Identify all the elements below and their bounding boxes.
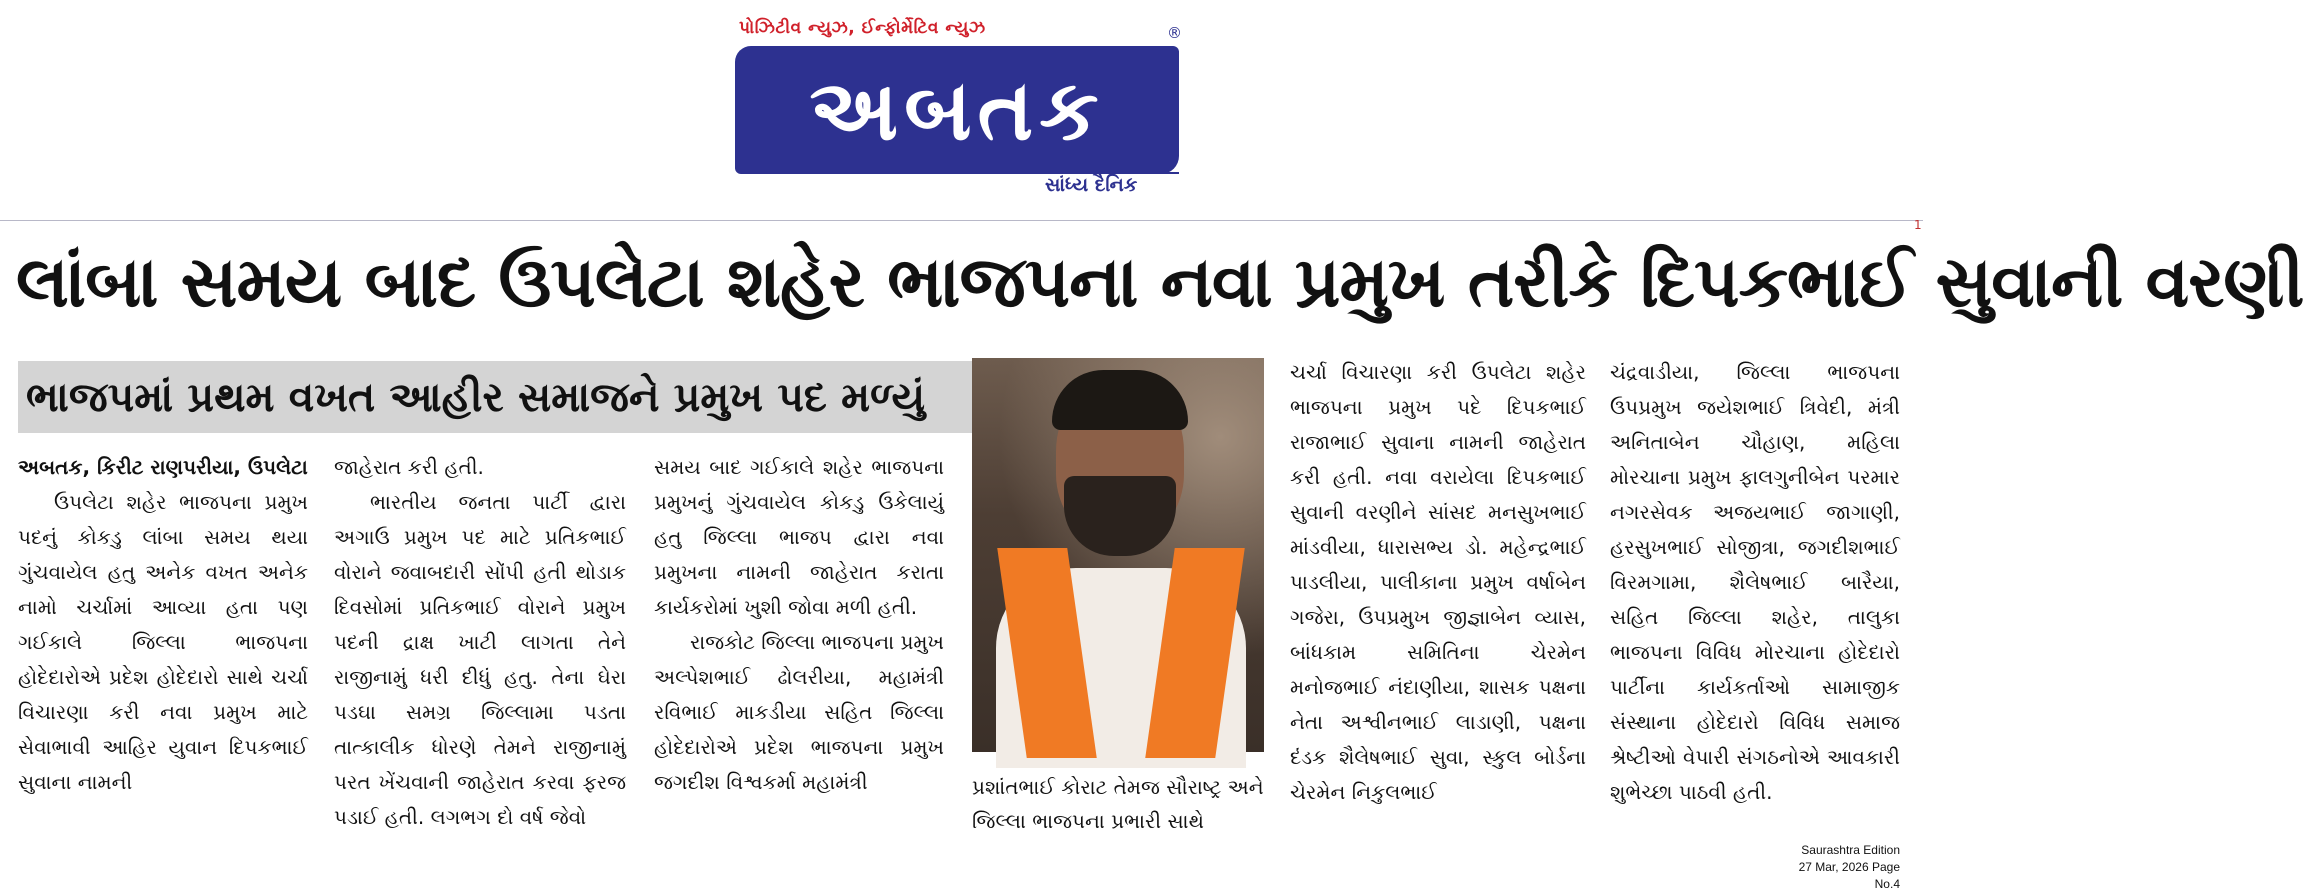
edition-date-page: 27 Mar, 2026 Page No.4 <box>1798 860 1900 891</box>
article-column-1 <box>18 450 308 800</box>
header-divider <box>0 220 1923 221</box>
article-subheadline-bar <box>18 361 972 433</box>
newspaper-logo <box>735 46 1179 174</box>
article-paragraph: જાહેરાત કરી હતી. <box>334 455 484 479</box>
registered-mark: ® <box>1167 24 1182 42</box>
article-column-5 <box>1610 355 1900 810</box>
article-paragraph: ચર્ચા વિચારણા કરી ઉપલેટા શહેર ભાજપના પ્રમુખ પદે દિપકભાઈ રાજાભાઈ સુવાના નામની જાહેરાત કરી હતી. નવા વરાયેલા દિપકભાઈ સુવાની વરણીને સાંસદ મનસુખભાઈ માંડવીયા, ધારાસભ્ય ડો. મહેન્દ્રભાઈ પાડલીયા, પાલીકાના પ્રમુખ વર્ષાબેન ગજેરા, ઉપપ્રમુખ જીજ્ઞાબેન વ્યાસ, બાંધકામ સમિતિના ચેરમેન મનોજભાઈ નંદાણીયા, શાસક પક્ષના નેતા અશ્વીનભાઈ લાડાણી, પક્ષના દંડક શૈલેષભાઈ સુવા, સ્કુલ બોર્ડના ચેરમેન નિકુલભાઈ <box>1290 360 1586 804</box>
edge-mark: 1 <box>1914 218 1922 232</box>
article-paragraph: સમય બાદ ગઈકાલે શહેર ભાજપના પ્રમુખનું ગુંચવાયેલ કોકડુ ઉકેલાયું હતુ જિલ્લા ભાજપ દ્વારા નવા પ્રમુખના નામની જાહેરાત કરાતા કાર્યકરોમાં ખુશી જોવા મળી હતી. <box>654 455 944 619</box>
article-paragraph: ભારતીય જનતા પાર્ટી દ્વારા અગાઉ પ્રમુખ પદ માટે પ્રતિકભાઈ વોરાને જવાબદારી સોંપી હતી થોડાક દિવસોમાં પ્રતિકભાઈ વોરાને પ્રમુખ પદની દ્રાક્ષ ખાટી લાગતા તેને રાજીનામું ધરી દીધું હતુ. તેના ઘેરા પડઘા સમગ્ર જિલ્લામા પડતા તાત્કાલીક ધોરણે તેમને રાજીનામું પરત ખેંચવાની જાહેરાત કરવા ફરજ પડાઈ હતી. લગભગ દો વર્ષ જેવો <box>334 490 626 829</box>
article-subheadline: ભાજપમાં પ્રથમ વખત આહીર સમાજને પ્રમુખ પદ મળ્યું <box>26 373 926 421</box>
article-byline: અબતક, કિરીટ રાણપરીયા, ઉપલેટા <box>18 455 308 479</box>
article-headline: લાંબા સમય બાદ ઉપલેટા શહેર ભાજપના નવા પ્રમુખ તરીકે દિપકભાઈ સુવાની વરણી <box>16 241 2303 323</box>
article-column-4 <box>1290 355 1586 810</box>
logo-text: અબતક <box>809 61 1105 159</box>
article-paragraph: ચંદ્રવાડીયા, જિલ્લા ભાજપના ઉપપ્રમુખ જયેશભાઈ ત્રિવેદી, મંત્રી અનિતાબેન ચૌહાણ, મહિલા મોરચાના પ્રમુખ ફાલગુનીબેન પરમાર નગરસેવક અજયભાઈ જાગાણી, હરસુખભાઈ સોજીત્રા, જગદીશભાઈ વિરમગામા, શૈલેષભાઈ બારૈયા, સહિત જિલ્લા શહેર, તાલુકા ભાજપના વિવિધ મોરચાના હોદેદારો પાર્ટીના કાર્યકર્તાઓ સામાજીક સંસ્થાના હોદેદારો વિવિધ સમાજ શ્રેષ્ટીઓ વેપારી સંગઠનોએ આવકારી શુભેચ્છા પાઠવી હતી. <box>1610 360 1900 804</box>
masthead-subtitle: સાંધ્ય દૈનિક <box>1045 174 1138 196</box>
edition-info <box>1780 842 1900 893</box>
edition-name: Saurashtra Edition <box>1801 843 1900 857</box>
article-paragraph: ઉપલેટા શહેર ભાજપના પ્રમુખ પદનું કોકડુ લાંબા સમય થયા ગુંચવાયેલ હતુ અનેક વખત અનેક નામો ચર્ચામાં આવ્યા હતા પણ ગઈકાલે જિલ્લા ભાજપના હોદેદારોએ પ્રદેશ હોદેદારો સાથે ચર્ચા વિચારણા કરી નવા પ્રમુખ માટે સેવાભાવી આહિર યુવાન દિપકભાઈ સુવાના નામની <box>18 490 308 794</box>
article-column-3 <box>654 450 944 800</box>
masthead-tagline: પોઝિટીવ ન્યુઝ, ઈન્ફોર્મેટિવ ન્યુઝ <box>739 18 986 38</box>
masthead <box>735 14 1195 204</box>
article-photo <box>972 358 1264 752</box>
photo-caption: પ્રશાંતભાઈ કોરાટ તેમજ સૌરાષ્ટ્ર અને જિલ્લા ભાજપના પ્રભારી સાથે <box>972 775 1264 833</box>
article-paragraph: રાજકોટ જિલ્લા ભાજપના પ્રમુખ અલ્પેશભાઈ ઢોલરીયા, મહામંત્રી રવિભાઈ માકડીયા સહિત જિલ્લા હોદેદારોએ પ્રદેશ ભાજપના પ્રમુખ જગદીશ વિશ્વકર્મા મહામંત્રી <box>654 630 944 794</box>
article-column-2 <box>334 450 626 835</box>
